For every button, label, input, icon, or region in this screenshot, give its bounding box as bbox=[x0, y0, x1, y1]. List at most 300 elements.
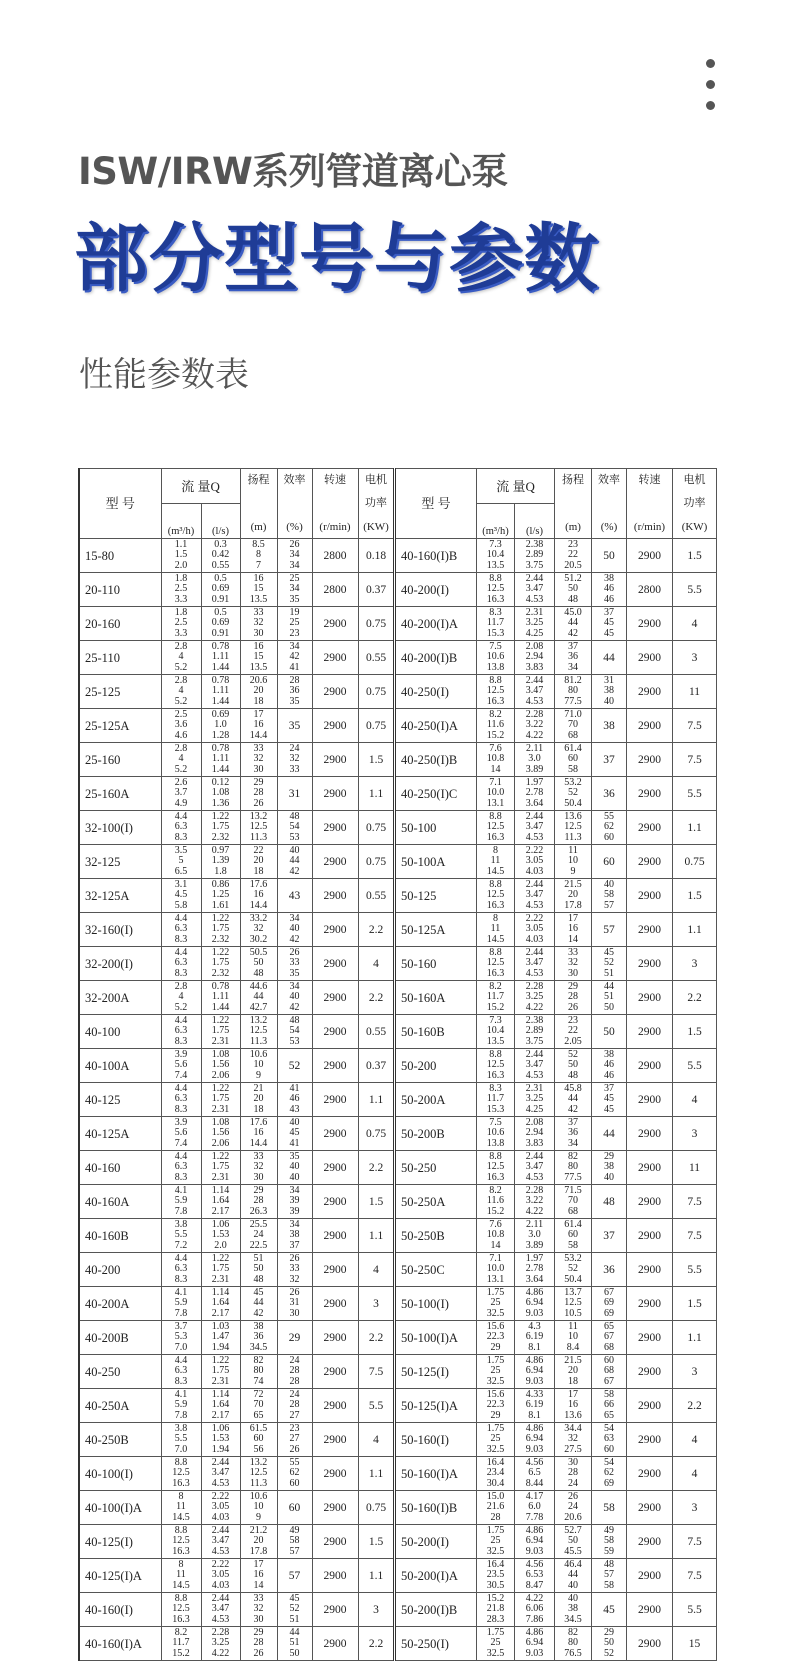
value-line: 8.44 bbox=[525, 1477, 544, 1489]
value-line: 18 bbox=[253, 865, 264, 877]
value-line: 38 bbox=[604, 1048, 615, 1060]
value-line: 1.8 bbox=[174, 606, 188, 618]
value-line: 15.3 bbox=[486, 1103, 505, 1115]
value-line: 40 bbox=[289, 1171, 300, 1183]
value-line: 16.3 bbox=[486, 1069, 505, 1081]
cell-speed: 2900 bbox=[312, 1083, 358, 1117]
cell-efficiency: 29 bbox=[277, 1321, 312, 1355]
value-line: 13.8 bbox=[486, 661, 505, 673]
cell-flow-m3h bbox=[161, 777, 201, 811]
value-line: 4.56 bbox=[525, 1558, 544, 1570]
cell-flow-m3h bbox=[477, 1287, 515, 1321]
cell-efficiency: 36 bbox=[592, 777, 627, 811]
cell-power: 3 bbox=[358, 1593, 394, 1627]
value-line: 1.22 bbox=[211, 1014, 230, 1026]
value-line: 6.94 bbox=[525, 1535, 544, 1547]
stacked-values bbox=[241, 744, 277, 776]
value-line: 1.75 bbox=[486, 1422, 505, 1434]
cell-speed: 2900 bbox=[627, 1355, 673, 1389]
value-line: 4.03 bbox=[525, 865, 544, 877]
value-line: 44 bbox=[568, 1569, 579, 1581]
value-line: 14 bbox=[490, 1239, 501, 1251]
value-line: 40 bbox=[604, 1171, 615, 1183]
header-head bbox=[240, 469, 277, 539]
value-line: 29 bbox=[604, 1626, 615, 1638]
value-line: 16 bbox=[253, 1569, 264, 1581]
value-line: 50.4 bbox=[564, 1273, 582, 1285]
stacked-values bbox=[202, 574, 240, 606]
value-line: 3.25 bbox=[525, 991, 544, 1003]
value-line: 33.2 bbox=[249, 912, 268, 924]
value-line: 19 bbox=[289, 606, 300, 618]
value-line: 4.53 bbox=[525, 593, 544, 605]
value-line: 14.4 bbox=[249, 1137, 268, 1149]
value-line: 5.9 bbox=[174, 1297, 188, 1309]
stacked-values bbox=[202, 642, 240, 674]
stacked-values bbox=[555, 1254, 591, 1286]
value-line: 70 bbox=[568, 719, 579, 731]
value-line: 26 bbox=[568, 1001, 579, 1013]
stacked-values bbox=[477, 1458, 514, 1490]
value-line: 48 bbox=[289, 1014, 300, 1026]
value-line: 4.53 bbox=[525, 1171, 544, 1183]
value-line: 44 bbox=[289, 1626, 300, 1638]
value-line: 8 bbox=[256, 549, 262, 561]
stacked-values bbox=[515, 608, 554, 640]
cell-head bbox=[240, 1049, 277, 1083]
stacked-values bbox=[202, 1288, 240, 1320]
stacked-values bbox=[241, 642, 277, 674]
stacked-values bbox=[477, 744, 514, 776]
stacked-values bbox=[555, 1458, 591, 1490]
value-line: 14.5 bbox=[486, 933, 505, 945]
cell-head bbox=[240, 1389, 277, 1423]
value-line: 13.5 bbox=[486, 559, 505, 571]
value-line: 16 bbox=[568, 923, 579, 935]
stacked-values bbox=[592, 1526, 626, 1558]
value-line: 43 bbox=[289, 1103, 300, 1115]
value-line: 10.5 bbox=[564, 1307, 582, 1319]
cell-model: 50-160 bbox=[395, 947, 477, 981]
value-line: 50 bbox=[568, 1059, 579, 1071]
value-line: 4.4 bbox=[174, 1150, 188, 1162]
value-line: 70 bbox=[568, 1195, 579, 1207]
value-line: 45 bbox=[253, 1286, 264, 1298]
cell-head bbox=[555, 1491, 592, 1525]
value-line: 27 bbox=[289, 1409, 300, 1421]
value-line: 13.1 bbox=[486, 797, 505, 809]
cell-flow-m3h bbox=[477, 1627, 515, 1661]
value-line: 8.8 bbox=[174, 1524, 188, 1536]
value-line: 30 bbox=[568, 967, 579, 979]
stacked-values bbox=[202, 608, 240, 640]
stacked-values bbox=[241, 540, 277, 572]
value-line: 13.2 bbox=[249, 1014, 268, 1026]
value-line: 10.8 bbox=[486, 1229, 505, 1241]
value-line: 20 bbox=[253, 855, 264, 867]
stacked-values bbox=[477, 1390, 514, 1422]
cell-model: 40-125 bbox=[79, 1083, 161, 1117]
value-line: 32 bbox=[253, 617, 264, 629]
value-line: 17 bbox=[568, 912, 579, 924]
cell-flow-m3h bbox=[477, 1355, 515, 1389]
cell-model: 50-250C bbox=[395, 1253, 477, 1287]
cell-efficiency bbox=[277, 539, 312, 573]
stacked-values bbox=[162, 710, 201, 742]
value-line: 3.25 bbox=[211, 1637, 230, 1649]
value-line: 5.9 bbox=[174, 1195, 188, 1207]
table-row bbox=[79, 1355, 394, 1389]
cell-head bbox=[240, 1627, 277, 1661]
cell-speed: 2900 bbox=[312, 1423, 358, 1457]
cell-speed: 2900 bbox=[627, 1219, 673, 1253]
stacked-values bbox=[555, 1084, 591, 1116]
value-line: 8.5 bbox=[252, 538, 265, 550]
value-line: 13.2 bbox=[249, 810, 268, 822]
value-line: 6.3 bbox=[174, 1161, 188, 1173]
value-line: 1.64 bbox=[211, 1399, 230, 1411]
menu-dot bbox=[706, 80, 715, 89]
cell-flow-ls bbox=[515, 1593, 555, 1627]
value-line: 6.53 bbox=[525, 1569, 544, 1581]
stacked-values bbox=[278, 1254, 312, 1286]
value-line: 58 bbox=[289, 1535, 300, 1547]
cell-efficiency bbox=[592, 1423, 627, 1457]
value-line: 65 bbox=[253, 1409, 264, 1421]
cell-power: 1.5 bbox=[673, 879, 717, 913]
cell-flow-m3h bbox=[161, 1151, 201, 1185]
cell-head bbox=[555, 1355, 592, 1389]
value-line: 44 bbox=[253, 991, 264, 1003]
cell-power: 7.5 bbox=[673, 743, 717, 777]
cell-power: 2.2 bbox=[358, 1321, 394, 1355]
value-line: 3.6 bbox=[174, 719, 188, 731]
stacked-values bbox=[477, 1220, 514, 1252]
value-line: 69 bbox=[604, 1297, 615, 1309]
value-line: 5.2 bbox=[174, 1001, 188, 1013]
value-line: 6.3 bbox=[174, 821, 188, 833]
cell-model: 50-125 bbox=[395, 879, 477, 913]
stacked-values bbox=[592, 1152, 626, 1184]
value-line: 2.44 bbox=[525, 878, 544, 890]
value-line: 39 bbox=[289, 1205, 300, 1217]
cell-flow-ls bbox=[515, 811, 555, 845]
value-line: 12.5 bbox=[172, 1467, 190, 1479]
value-line: 51 bbox=[604, 991, 615, 1003]
more-options-icon[interactable] bbox=[700, 56, 720, 114]
cell-speed: 2900 bbox=[627, 1151, 673, 1185]
value-line: 3.47 bbox=[525, 889, 544, 901]
stacked-values bbox=[278, 642, 312, 674]
stacked-values bbox=[162, 1594, 201, 1626]
cell-efficiency: 52 bbox=[277, 1049, 312, 1083]
cell-flow-ls bbox=[201, 539, 240, 573]
value-line: 53.2 bbox=[564, 776, 582, 788]
value-line: 67 bbox=[604, 1331, 615, 1343]
cell-head bbox=[240, 1287, 277, 1321]
table-row bbox=[395, 913, 717, 947]
cell-power: 1.1 bbox=[358, 1457, 394, 1491]
stacked-values bbox=[555, 676, 591, 708]
cell-power: 5.5 bbox=[673, 573, 717, 607]
value-line: 2.78 bbox=[525, 1263, 544, 1275]
cell-speed: 2900 bbox=[627, 539, 673, 573]
value-line: 10 bbox=[253, 1501, 264, 1513]
value-line: 37 bbox=[568, 640, 579, 652]
value-line: 53 bbox=[289, 1035, 300, 1047]
cell-flow-m3h bbox=[477, 1015, 515, 1049]
table-row bbox=[79, 1151, 394, 1185]
stacked-values bbox=[241, 1050, 277, 1082]
stacked-values bbox=[278, 914, 312, 946]
value-line: 3.25 bbox=[525, 617, 544, 629]
value-line: 1.1 bbox=[174, 538, 188, 550]
stacked-values bbox=[555, 1526, 591, 1558]
value-line: 21.6 bbox=[486, 1501, 505, 1513]
value-line: 27 bbox=[289, 1433, 300, 1445]
value-line: 38 bbox=[604, 685, 615, 697]
value-line: 3.05 bbox=[211, 1501, 230, 1513]
stacked-values bbox=[515, 1084, 554, 1116]
value-line: 65 bbox=[604, 1320, 615, 1332]
value-line: 1.22 bbox=[211, 1252, 230, 1264]
value-line: 77.5 bbox=[564, 1171, 582, 1183]
table-row bbox=[79, 709, 394, 743]
value-line: 5.8 bbox=[174, 899, 188, 911]
value-line: 18 bbox=[568, 1375, 579, 1387]
value-line: 8.3 bbox=[174, 1375, 188, 1387]
value-line: 72 bbox=[253, 1388, 264, 1400]
cell-efficiency bbox=[592, 607, 627, 641]
value-line: 3.8 bbox=[174, 1218, 188, 1230]
cell-flow-ls bbox=[201, 1627, 240, 1661]
value-line: 8.2 bbox=[174, 1626, 188, 1638]
value-line: 5.6 bbox=[174, 1127, 188, 1139]
header-head-label: 扬程 bbox=[562, 473, 585, 486]
cell-flow-ls bbox=[515, 1491, 555, 1525]
value-line: 1.75 bbox=[211, 1025, 230, 1037]
cell-flow-ls bbox=[201, 1015, 240, 1049]
stacked-values bbox=[162, 744, 201, 776]
cell-efficiency bbox=[277, 1287, 312, 1321]
stacked-values bbox=[477, 1254, 514, 1286]
cell-speed: 2900 bbox=[312, 1151, 358, 1185]
stacked-values bbox=[477, 642, 514, 674]
table-row bbox=[395, 1457, 717, 1491]
value-line: 15.6 bbox=[486, 1388, 505, 1400]
cell-efficiency: 57 bbox=[277, 1559, 312, 1593]
value-line: 32 bbox=[568, 957, 579, 969]
value-line: 45 bbox=[604, 946, 615, 958]
cell-model: 50-200 bbox=[395, 1049, 477, 1083]
value-line: 11.3 bbox=[249, 1035, 268, 1047]
header-power-label-1: 电机 bbox=[365, 473, 388, 486]
cell-model: 40-200(I)B bbox=[395, 641, 477, 675]
table-row bbox=[395, 607, 717, 641]
cell-power: 1.1 bbox=[673, 913, 717, 947]
value-line: 22.3 bbox=[486, 1331, 505, 1343]
stacked-values bbox=[555, 1560, 591, 1592]
value-line: 54 bbox=[604, 1456, 615, 1468]
cell-flow-ls bbox=[515, 743, 555, 777]
value-line: 44 bbox=[604, 980, 615, 992]
value-line: 65 bbox=[604, 1409, 615, 1421]
value-line: 9.03 bbox=[525, 1375, 544, 1387]
cell-flow-m3h bbox=[161, 1321, 201, 1355]
cell-flow-ls bbox=[201, 1423, 240, 1457]
value-line: 1.94 bbox=[211, 1341, 230, 1353]
value-line: 54 bbox=[604, 1422, 615, 1434]
stacked-values bbox=[555, 948, 591, 980]
header-flow-m3h: (m³/h) bbox=[477, 504, 515, 539]
value-line: 2.22 bbox=[525, 912, 544, 924]
value-line: 42 bbox=[289, 865, 300, 877]
cell-model: 50-200(I) bbox=[395, 1525, 477, 1559]
cell-flow-m3h bbox=[161, 811, 201, 845]
cell-model: 40-125A bbox=[79, 1117, 161, 1151]
stacked-values bbox=[278, 1390, 312, 1422]
value-line: 8 bbox=[178, 1558, 184, 1570]
table-row bbox=[79, 1253, 394, 1287]
value-line: 7.4 bbox=[174, 1137, 188, 1149]
value-line: 4.86 bbox=[525, 1422, 544, 1434]
value-line: 33 bbox=[289, 1263, 300, 1275]
cell-efficiency bbox=[277, 1457, 312, 1491]
stacked-values bbox=[592, 574, 626, 606]
value-line: 4.1 bbox=[174, 1388, 188, 1400]
header-speed bbox=[312, 469, 358, 539]
cell-power: 11 bbox=[673, 1151, 717, 1185]
value-line: 3.05 bbox=[525, 923, 544, 935]
cell-flow-ls bbox=[201, 1219, 240, 1253]
value-line: 17.8 bbox=[564, 899, 582, 911]
cell-flow-m3h bbox=[477, 913, 515, 947]
value-line: 1.97 bbox=[525, 776, 544, 788]
value-line: 70 bbox=[253, 1399, 264, 1411]
cell-efficiency bbox=[592, 947, 627, 981]
value-line: 63 bbox=[604, 1433, 615, 1445]
value-line: 6.0 bbox=[528, 1501, 541, 1513]
value-line: 16.3 bbox=[486, 831, 505, 843]
stacked-values bbox=[241, 676, 277, 708]
value-line: 33 bbox=[568, 946, 579, 958]
stacked-values bbox=[555, 914, 591, 946]
value-line: 28 bbox=[289, 1375, 300, 1387]
value-line: 10 bbox=[568, 1331, 579, 1343]
value-line: 4.6 bbox=[174, 729, 188, 741]
cell-efficiency bbox=[592, 981, 627, 1015]
stacked-values bbox=[515, 1016, 554, 1048]
value-line: 23 bbox=[289, 627, 300, 639]
cell-flow-m3h bbox=[161, 1185, 201, 1219]
cell-efficiency bbox=[592, 675, 627, 709]
value-line: 69 bbox=[604, 1307, 615, 1319]
stacked-values bbox=[162, 1526, 201, 1558]
value-line: 22.5 bbox=[249, 1239, 268, 1251]
value-line: 37 bbox=[289, 1239, 300, 1251]
value-line: 2.31 bbox=[525, 606, 544, 618]
table-row bbox=[395, 573, 717, 607]
cell-efficiency bbox=[592, 1457, 627, 1491]
value-line: 1.03 bbox=[211, 1320, 230, 1332]
cell-model: 50-125(I)A bbox=[395, 1389, 477, 1423]
value-line: 16 bbox=[253, 889, 264, 901]
cell-flow-m3h bbox=[477, 641, 515, 675]
cell-flow-m3h bbox=[161, 1117, 201, 1151]
value-line: 2.31 bbox=[525, 1082, 544, 1094]
cell-speed: 2900 bbox=[627, 1423, 673, 1457]
cell-efficiency bbox=[592, 811, 627, 845]
cell-head bbox=[555, 1253, 592, 1287]
value-line: 44.6 bbox=[249, 980, 268, 992]
value-line: 50 bbox=[604, 1637, 615, 1649]
stacked-values bbox=[555, 812, 591, 844]
stacked-values bbox=[162, 948, 201, 980]
stacked-values bbox=[162, 1560, 201, 1592]
header-power-unit: (KW) bbox=[363, 520, 389, 533]
value-line: 4.53 bbox=[525, 1069, 544, 1081]
cell-speed: 2900 bbox=[312, 675, 358, 709]
header-power-label-1: 电机 bbox=[683, 473, 706, 486]
value-line: 76.5 bbox=[564, 1647, 582, 1659]
value-line: 12.5 bbox=[249, 821, 268, 833]
value-line: 24 bbox=[568, 1477, 579, 1489]
stacked-values bbox=[202, 1016, 240, 1048]
table-row bbox=[395, 1083, 717, 1117]
value-line: 13.1 bbox=[486, 1273, 505, 1285]
cell-head bbox=[240, 1423, 277, 1457]
value-line: 1.22 bbox=[211, 946, 230, 958]
value-line: 0.69 bbox=[211, 617, 230, 629]
cell-flow-m3h bbox=[477, 607, 515, 641]
cell-model: 32-200(I) bbox=[79, 947, 161, 981]
cell-flow-m3h bbox=[477, 1219, 515, 1253]
value-line: 0.3 bbox=[214, 538, 227, 550]
value-line: 9 bbox=[256, 1511, 262, 1523]
cell-efficiency: 44 bbox=[592, 1117, 627, 1151]
cell-speed: 2900 bbox=[627, 947, 673, 981]
cell-speed: 2800 bbox=[312, 573, 358, 607]
value-line: 2.44 bbox=[525, 674, 544, 686]
value-line: 5.2 bbox=[174, 763, 188, 775]
cell-flow-m3h bbox=[477, 1389, 515, 1423]
value-line: 41 bbox=[289, 661, 300, 673]
value-line: 60 bbox=[604, 1354, 615, 1366]
value-line: 34 bbox=[289, 549, 300, 561]
value-line: 9.03 bbox=[525, 1647, 544, 1659]
value-line: 11 bbox=[568, 844, 578, 856]
value-line: 3.75 bbox=[525, 559, 544, 571]
cell-model: 50-160(I) bbox=[395, 1423, 477, 1457]
stacked-values bbox=[278, 982, 312, 1014]
cell-flow-ls bbox=[201, 607, 240, 641]
cell-power: 3 bbox=[673, 1355, 717, 1389]
cell-speed: 2900 bbox=[312, 1049, 358, 1083]
value-line: 8.8 bbox=[489, 1048, 502, 1060]
cell-head bbox=[555, 1117, 592, 1151]
cell-flow-m3h bbox=[161, 573, 201, 607]
value-line: 2.17 bbox=[211, 1307, 230, 1319]
value-line: 1.8 bbox=[214, 865, 227, 877]
value-line: 0.78 bbox=[211, 674, 230, 686]
value-line: 20.6 bbox=[249, 674, 268, 686]
value-line: 4.3 bbox=[528, 1320, 541, 1332]
stacked-values bbox=[592, 1560, 626, 1592]
value-line: 16.3 bbox=[486, 967, 505, 979]
value-line: 45 bbox=[604, 1093, 615, 1105]
cell-power: 2.2 bbox=[358, 1627, 394, 1661]
cell-efficiency bbox=[277, 1151, 312, 1185]
